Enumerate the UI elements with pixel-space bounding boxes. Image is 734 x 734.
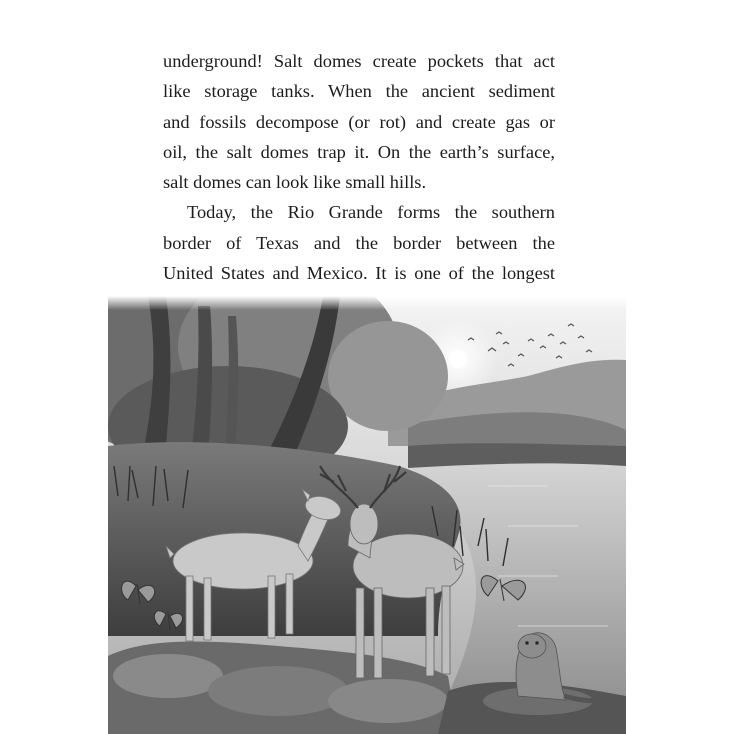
text-line: border of Texas and the border between the	[163, 232, 555, 253]
paragraph-rio-grande	[163, 197, 555, 288]
text-line: salt domes can look like small hills.	[163, 172, 427, 193]
text-line: Today, the Rio Grande forms the southern	[187, 202, 555, 223]
text-line: underground! Salt domes create pockets that act	[163, 51, 555, 71]
paragraph-salt-domes	[163, 46, 555, 197]
page-text	[163, 46, 555, 288]
illustration-rio-grande-scene	[108, 296, 626, 734]
text-line: oil, the salt domes trap it. On the earth’s surface,	[163, 141, 555, 162]
illustration-svg	[108, 296, 626, 734]
text-line: like storage tanks. When the ancient sediment	[163, 81, 555, 102]
top-fade	[108, 296, 626, 310]
text-line: and fossils decompose (or rot) and create gas or	[163, 111, 555, 132]
text-line: United States and Mexico. It is one of the longest	[163, 263, 555, 284]
